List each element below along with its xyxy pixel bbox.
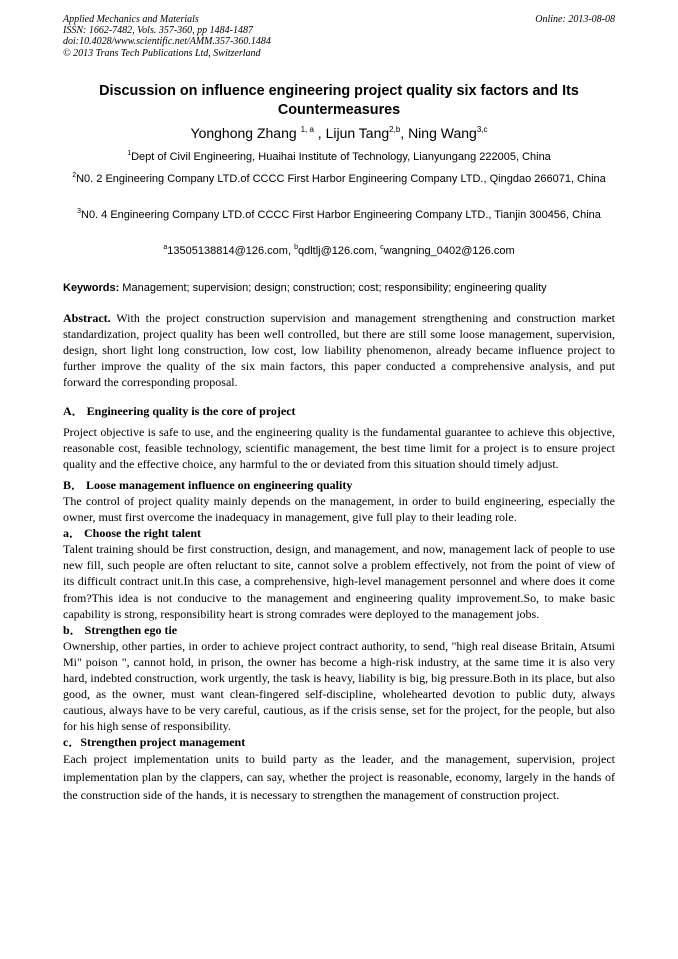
author-name: Lijun Tang <box>325 125 390 141</box>
affiliation-mark: 1 <box>127 150 132 157</box>
section-paragraph: Project objective is safe to use, and the engineering quality is the fundamental guarantee to achieve this objective, reasonable cost, feasible technology, scientific management, the best time limit for a project is to ensure project quality and the effective choice, any harmful to the or deviated from this situation should timely adjust. <box>63 424 615 471</box>
journal-issn: ISSN: 1662-7482, Vols. 357-360, pp 1484-1487 <box>63 25 253 37</box>
section-paragraph: Talent training should be first construction, design, and management, and now, management lack of people to use new fill, such people are often reluctant to site, cannot solve a problem effectively, not from the point of view of its difficult contract unit.In this case, a comprehensive, high-level management personnel and where does it come from?This idea is not conducive to the management and engineering quality improvement.So, to make basic capability is strong, responsibility heart is strong comrades were deployed to the management jobs. <box>63 542 615 621</box>
author-affiliation-mark: 2,b <box>389 125 401 134</box>
author-separator: , <box>313 125 326 141</box>
affiliation-text: N0. 2 Engineering Company LTD.of CCCC First Harbor Engineering Company LTD., Qingdao 266071, China <box>76 173 606 185</box>
journal-name: Applied Mechanics and Materials <box>63 14 199 25</box>
affiliation-text: Dept of Civil Engineering, Huaihai Institute of Technology, Lianyungang 222005, China <box>131 151 551 163</box>
email-mark: c <box>380 244 384 251</box>
keywords-text: Management; supervision; design; construction; cost; responsibility; engineering quality <box>119 282 547 294</box>
journal-header <box>63 14 383 59</box>
journal-doi: doi:10.4028/www.scientific.net/AMM.357-360.1484 <box>63 36 271 48</box>
paper-title: Discussion on influence engineering project quality six factors and Its Countermeasures <box>99 83 579 118</box>
affiliation <box>60 150 618 164</box>
author-affiliation-mark: 1, a <box>300 125 314 134</box>
affiliation-mark: 3 <box>77 208 81 215</box>
abstract-label: Abstract. <box>63 311 111 325</box>
abstract <box>63 310 615 390</box>
affiliation-text: N0. 4 Engineering Company LTD.of CCCC First Harbor Engineering Company LTD., Tianjin 300456, China <box>81 209 601 221</box>
keywords-label: Keywords: <box>63 282 120 294</box>
section-paragraph: Ownership, other parties, in order to achieve project contract authority, to send, "high real disease Britain, Atsumi Mi" poison ", cannot hold, in prison, the owner has become a high-risk industry, at the same time it is also very hard, indebted construction, work urgently, the task is heavy, liability is big, big pressure.Both in its place, but also good, as the owner, must want clean-fingered self-discipline, wholehearted devotion to public duty, always cautious, always have to be very careful, cautious, as if the crisis sense, set for the project, for the people, but also for his high sense of responsibility. <box>63 638 615 734</box>
email-mark: b <box>294 244 298 251</box>
section-heading: B． Loose management influence on engineering quality <box>63 477 353 492</box>
email-address[interactable]: qdltlj@126.com, <box>297 245 381 257</box>
author-separator: , <box>400 125 409 141</box>
section-paragraph: Each project implementation units to build party as the leader, and the management, supervision, project implementation plan by the clappers, can say, whether the project is reasonable, economy, largely in the hands of the construction side of the hands, it is necessary to strengthen the management of construction project. <box>63 752 615 803</box>
email-address[interactable]: wangning_0402@126.com <box>383 245 515 257</box>
subsection-heading: b． Strengthen ego tie <box>63 622 178 637</box>
email-address[interactable]: 13505138814@126.com, <box>167 245 295 257</box>
author-list <box>40 124 638 142</box>
subsection-heading: a． Choose the right talent <box>63 526 201 541</box>
affiliation <box>60 208 618 222</box>
journal-copyright: © 2013 Trans Tech Publications Ltd, Switzerland <box>63 47 261 59</box>
author-name: Ning Wang <box>408 125 477 141</box>
paper-body <box>63 310 615 804</box>
author-name: Yonghong Zhang <box>190 125 297 141</box>
author-affiliation-mark: 3,c <box>476 125 488 134</box>
subsection-heading: c．Strengthen project management <box>63 735 246 750</box>
keywords <box>63 281 623 295</box>
affiliation <box>60 172 618 186</box>
online-date: Online: 2013-08-08 <box>535 14 615 25</box>
email-list <box>60 244 618 258</box>
email-mark: a <box>163 244 168 251</box>
section-paragraph: The control of project quality mainly depends on the management, in order to build engineering, especially the owner, must first overcome the inadequacy in management, give full play to their leading role. <box>63 493 615 525</box>
affiliation-mark: 2 <box>72 172 77 179</box>
abstract-text: With the project construction supervision and management strengthening and construction market standardization, project quality has been well controlled, but there are still some loose management, supervision, design, short light long construction, low cost, low liability phenomenon, already became influence project to further improve the quality of the six main factors, this paper conducted a comprehensive analysis, and put forward the corresponding proposal. <box>63 311 615 390</box>
section-heading: A． Engineering quality is the core of project <box>63 404 296 419</box>
